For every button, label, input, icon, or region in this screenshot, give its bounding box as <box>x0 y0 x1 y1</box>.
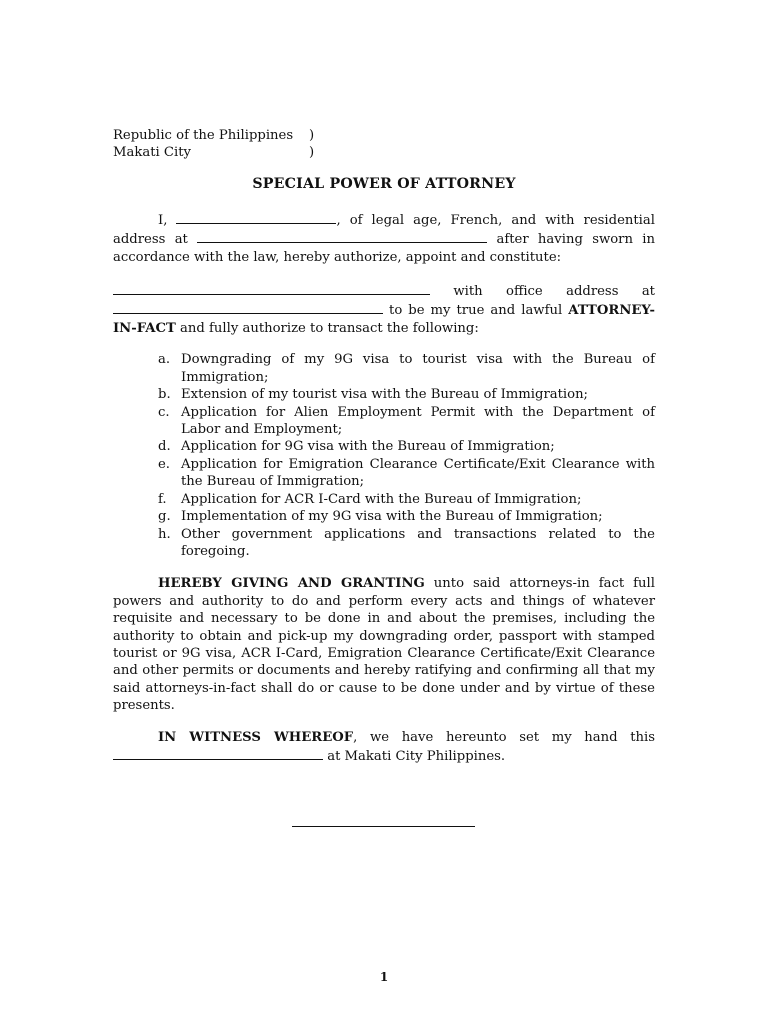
list-item-text: Extension of my tourist visa with the Bureau of Immigration; <box>181 387 589 403</box>
list-item <box>113 456 655 491</box>
venue-paren: ) <box>309 128 315 143</box>
signature-line[interactable] <box>292 826 475 827</box>
list-item-text: Implementation of my 9G visa with the Bureau of Immigration; <box>181 509 603 525</box>
list-item <box>113 438 655 455</box>
list-item-text: Downgrading of my 9G visa to tourist visa with the Bureau of Immigration; <box>181 352 655 385</box>
paragraph-declaration <box>113 210 655 266</box>
document-body <box>113 210 655 766</box>
paragraph-grant <box>113 575 655 714</box>
paragraph-appointment <box>113 281 655 337</box>
document-title: SPECIAL POWER OF ATTORNEY <box>252 176 516 192</box>
declaration-text-1: I, <box>158 213 168 228</box>
appointment-text-1: with office address at <box>453 283 655 299</box>
venue-city: Makati City <box>113 145 191 160</box>
list-item <box>113 351 655 386</box>
list-marker: g. <box>158 509 171 525</box>
declaration-text-3: after having sworn in accordance with the law, hereby authorize, appoint and constitute: <box>113 232 655 265</box>
venue-paren: ) <box>309 145 315 160</box>
attorney-name-blank[interactable] <box>113 281 430 295</box>
venue-city-row <box>113 144 315 161</box>
list-item-text: Other government applications and transactions related to the foregoing. <box>181 526 655 559</box>
office-address-blank[interactable] <box>113 300 383 314</box>
grant-text: unto said attorneys-in fact full powers and authority to do and perform every acts and things of whatever requisite and necessary to be done in and about the premises, including the authority to obtain and pick-up my downgrading order, passport with stamped tourist or 9G visa, ACR I-Card, Emigration Clearance Certificate/Exit Clearance and other permits or documents and hereby ratifying and confirming all that my said attorneys-in-fact shall do or cause to be done under and by virtue of these presents. <box>113 576 655 714</box>
witness-text-2: at Makati City Philippines. <box>327 749 506 765</box>
declaration-text-2: , of legal age, French, and with residential address at <box>113 213 655 248</box>
grant-heading: HEREBY GIVING AND GRANTING <box>158 576 425 592</box>
list-item <box>113 491 655 508</box>
attorney-in-fact-label: ATTORNEY-IN-FACT <box>113 303 655 336</box>
list-marker: h. <box>158 526 171 542</box>
paragraph-witness <box>113 729 655 766</box>
page-number: 1 <box>379 970 389 984</box>
list-marker: f. <box>158 491 167 507</box>
appointment-text-2: to be my true and lawful <box>389 303 563 319</box>
list-marker: c. <box>158 404 170 420</box>
list-item <box>113 404 655 439</box>
list-item <box>113 526 655 561</box>
list-item <box>113 386 655 403</box>
list-marker: d. <box>158 439 171 455</box>
venue-country: Republic of the Philippines <box>113 128 294 143</box>
witness-text-1: , we have hereunto set my hand this <box>353 730 656 746</box>
list-marker: b. <box>158 387 171 403</box>
list-item-text: Application for Alien Employment Permit with the Department of Labor and Employment; <box>181 404 655 438</box>
list-item-text: Application for 9G visa with the Bureau of Immigration; <box>181 439 555 455</box>
venue-block <box>113 127 315 161</box>
principal-name-blank[interactable] <box>176 210 336 224</box>
residential-address-blank[interactable] <box>197 229 487 243</box>
witness-heading: IN WITNESS WHEREOF <box>158 730 354 746</box>
appointment-text-3: and fully authorize to transact the following: <box>180 320 479 336</box>
authorized-transactions-list <box>113 351 655 560</box>
list-item-text: Application for Emigration Clearance Certificate/Exit Clearance with the Bureau of Immigration; <box>181 456 655 490</box>
venue-country-row <box>113 127 315 144</box>
list-marker: e. <box>158 456 170 472</box>
list-item <box>113 508 655 525</box>
list-marker: a. <box>158 352 171 368</box>
list-item-text: Application for ACR I-Card with the Bureau of Immigration; <box>181 491 582 507</box>
date-blank[interactable] <box>113 746 323 760</box>
